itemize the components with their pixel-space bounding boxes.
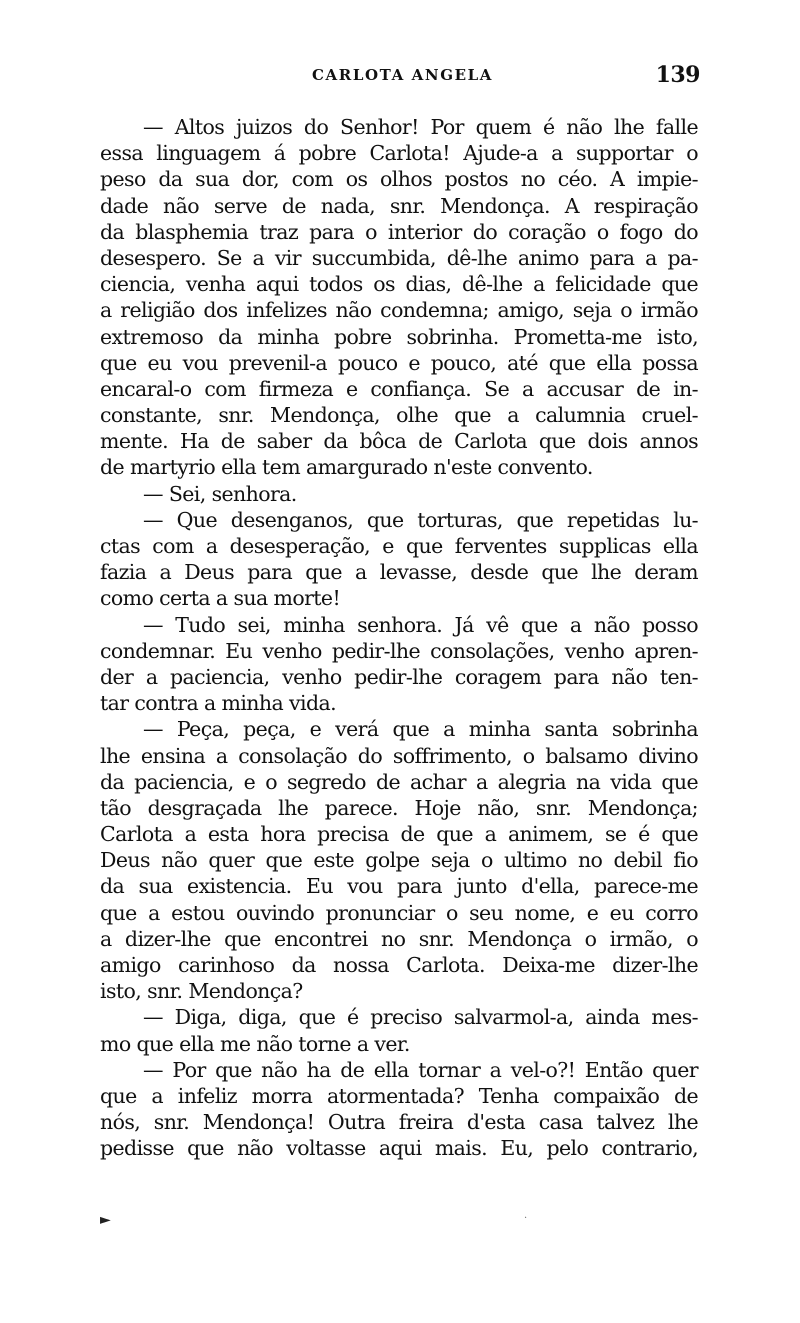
text-line: amigo carinhoso da nossa Carlota. Deixa-me dizer-lhe xyxy=(100,953,698,977)
text-line: que a infeliz morra atormentada? Tenha compaixão de xyxy=(100,1083,698,1108)
text-line: — Altos juizos do Senhor! Por quem é não lhe falle xyxy=(143,115,698,139)
text-line: como certa a sua morte! xyxy=(100,586,341,611)
text-line: dade não serve de nada, snr. Mendonça. A respiração xyxy=(100,193,698,218)
text-line: da sua existencia. Eu vou para junto d'ella, parece-me xyxy=(100,874,698,899)
text-line: der a paciencia, venho pedir-lhe coragem para não ten- xyxy=(100,664,698,689)
text-line: desespero. Se a vir succumbida, dê-lhe animo para a pa- xyxy=(100,245,698,270)
running-title: CARLOTA ANGELA xyxy=(312,66,494,84)
text-line: ciencia, venha aqui todos os dias, dê-lhe a felicidade que xyxy=(100,272,698,297)
text-line: de martyrio ella tem amargurado n'este convento. xyxy=(100,455,593,480)
text-line: mente. Ha de saber da bôca de Carlota que dois annos xyxy=(100,429,698,454)
running-head xyxy=(100,62,700,92)
text-line: fazia a Deus para que a levasse, desde que lhe deram xyxy=(100,560,698,585)
body-text xyxy=(100,114,698,1162)
text-line: Carlota a esta hora precisa de que a animem, se é que xyxy=(100,822,698,847)
text-line: que eu vou prevenil-a pouco e pouco, até que ella possa xyxy=(100,350,698,375)
page-number: 139 xyxy=(655,62,700,88)
text-line: extremoso da minha pobre sobrinha. Prometta-me isto, xyxy=(100,324,698,349)
text-line: peso da sua dor, com os olhos postos no céo. A impie- xyxy=(100,167,698,192)
text-line: ctas com a desesperação, e que ferventes supplicas ella xyxy=(100,534,698,558)
footer-mark: ► xyxy=(100,1212,111,1228)
text-line: da blasphemia traz para o interior do coração o fogo do xyxy=(100,219,698,244)
text-line: — Que desenganos, que torturas, que repetidas lu- xyxy=(143,507,698,532)
text-line: condemnar. Eu venho pedir-lhe consolações, venho apren- xyxy=(100,638,698,663)
text-line: — Diga, diga, que é preciso salvarmol-a, ainda mes- xyxy=(143,1005,698,1030)
text-line: essa linguagem á pobre Carlota! Ajude-a a supportar o xyxy=(100,141,698,166)
text-line: isto, snr. Mendonça? xyxy=(100,979,303,1004)
text-line: lhe ensina a consolação do soffrimento, o balsamo divino xyxy=(100,743,698,768)
text-line: a dizer-lhe que encontrei no snr. Mendonça o irmão, o xyxy=(100,926,698,951)
text-line: que a estou ouvindo pronunciar o seu nome, e eu corro xyxy=(100,900,698,925)
text-line: — Tudo sei, minha senhora. Já vê que a não posso xyxy=(143,612,698,637)
text-line: — Sei, senhora. xyxy=(143,481,297,506)
text-line: Deus não quer que este golpe seja o ultimo no debil fio xyxy=(100,848,698,873)
text-line: nós, snr. Mendonça! Outra freira d'esta casa talvez lhe xyxy=(100,1110,698,1135)
text-line: — Peça, peça, e verá que a minha santa sobrinha xyxy=(143,717,698,742)
text-line: tar contra a minha vida. xyxy=(100,691,337,716)
text-line: da paciencia, e o segredo de achar a alegria na vida que xyxy=(100,769,698,794)
print-speck: · xyxy=(524,1213,528,1224)
text-line: encaral-o com firmeza e confiança. Se a accusar de in- xyxy=(100,376,698,401)
text-line: a religião dos infelizes não condemna; amigo, seja o irmão xyxy=(100,298,698,323)
text-line: mo que ella me não torne a ver. xyxy=(100,1031,410,1056)
text-line: tão desgraçada lhe parece. Hoje não, snr. Mendonça; xyxy=(100,795,698,820)
text-line: pedisse que não voltasse aqui mais. Eu, pelo contrario, xyxy=(100,1136,698,1161)
text-line: constante, snr. Mendonça, olhe que a calumnia cruel- xyxy=(100,403,698,428)
text-line: — Por que não ha de ella tornar a vel-o?! Então quer xyxy=(143,1057,698,1082)
